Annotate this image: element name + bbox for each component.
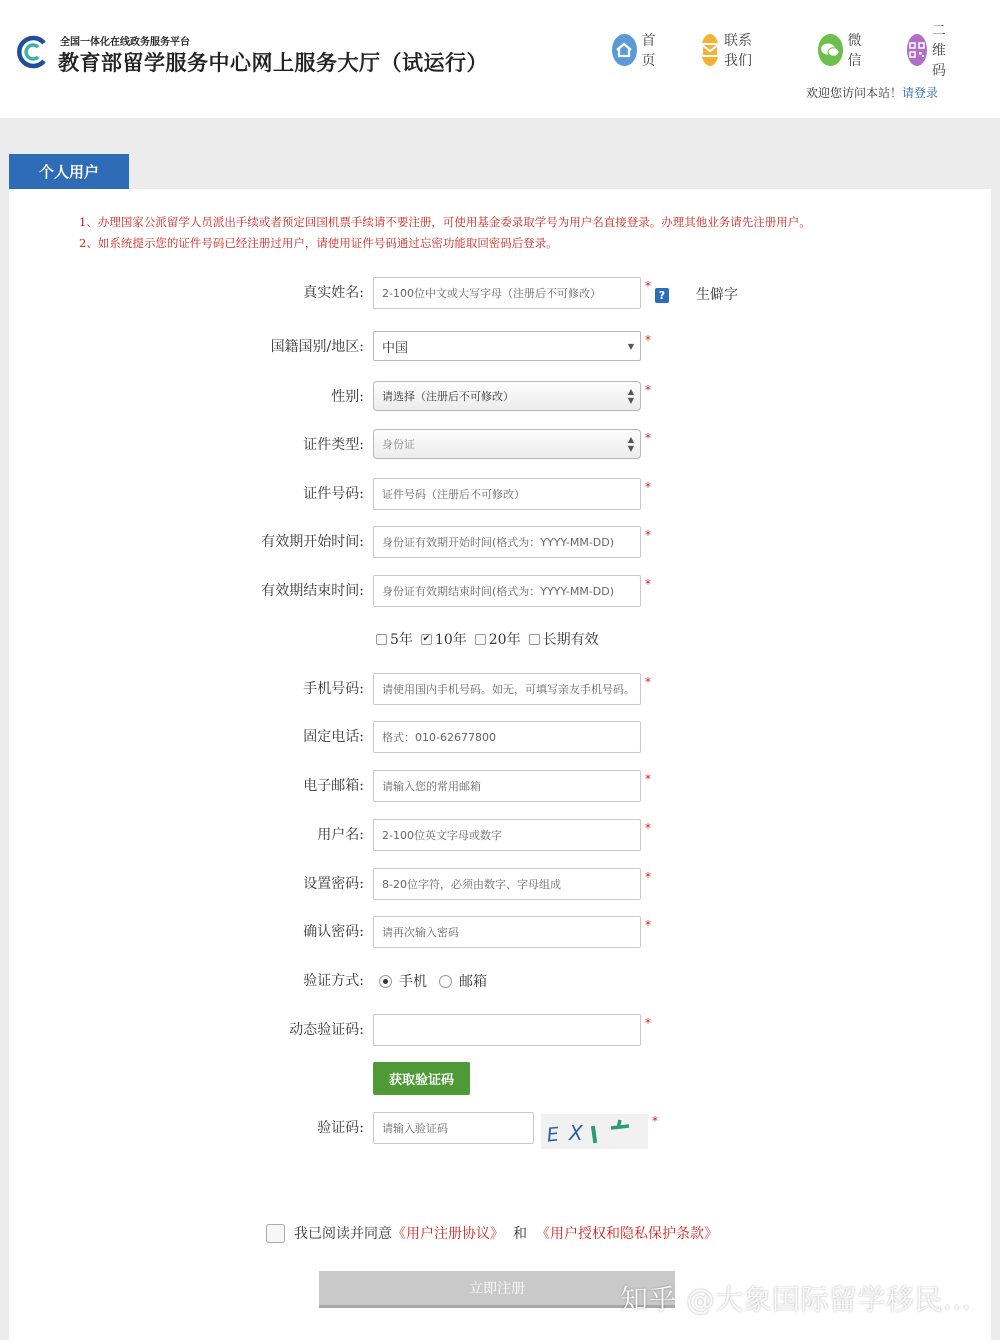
checkbox[interactable] [376, 634, 387, 645]
home-icon [612, 34, 637, 66]
gender-row [0, 381, 1000, 413]
nav-contact-label: 联系我们 [724, 33, 752, 69]
dynamic-code-input[interactable] [373, 1014, 641, 1046]
agree-prefix: 我已阅读并同意 [294, 1226, 392, 1242]
required-mark: * [645, 1016, 651, 1030]
welcome-text: 欢迎您访问本站！ [806, 86, 903, 100]
landline-input[interactable] [373, 721, 641, 753]
nav-wechat[interactable] [818, 33, 869, 69]
required-mark: * [645, 870, 651, 884]
valid-start-row [0, 526, 1000, 558]
updown-arrow-icon: ▲ ▼ [627, 387, 634, 405]
confirm-password-row [0, 916, 1000, 948]
welcome-bar [806, 84, 938, 101]
required-mark: * [645, 383, 651, 397]
svg-text:E: E [545, 1123, 561, 1147]
watermark: 知乎 @大象国际留学移民... [620, 1283, 972, 1316]
get-code-button[interactable]: 获取验证码 [373, 1062, 470, 1095]
tab-personal-user[interactable]: 个人用户 [9, 154, 129, 189]
nav-wechat-label: 微信 [847, 33, 862, 69]
email-row [0, 770, 1000, 802]
nationality-select[interactable] [373, 331, 641, 361]
radio[interactable] [439, 975, 452, 988]
dynamic-code-label: 动态验证码: [289, 1022, 364, 1038]
nationality-value: 中国 [382, 340, 409, 356]
captcha-row [0, 1112, 1000, 1147]
rare-char-button[interactable]: 生僻字 [696, 287, 738, 303]
valid-start-label: 有效期开始时间: [261, 534, 364, 550]
confirm-password-input[interactable] [373, 916, 641, 948]
svg-text:X: X [569, 1121, 583, 1145]
registration-agreement-link[interactable]: 《用户注册协议》 [392, 1226, 504, 1242]
validity-option-5y[interactable]: 5年 [376, 629, 413, 649]
required-mark: * [645, 431, 651, 445]
register-submit-button[interactable]: 立即注册 [319, 1271, 675, 1308]
nav-qrcode-label: 二维码 [931, 23, 946, 79]
validity-option-permanent[interactable]: 长期有效 [529, 629, 599, 649]
required-mark: * [652, 1114, 658, 1128]
required-mark: * [645, 577, 651, 591]
id-number-input[interactable] [373, 478, 641, 510]
real-name-input[interactable] [373, 277, 641, 309]
qrcode-icon [907, 34, 927, 66]
verify-method-label: 验证方式: [303, 973, 364, 989]
agree-checkbox[interactable] [266, 1224, 285, 1243]
gender-label: 性别: [331, 389, 364, 405]
required-mark: * [645, 772, 651, 786]
privacy-terms-link[interactable]: 《用户授权和隐私保护条款》 [536, 1226, 718, 1242]
verify-option-email[interactable]: 邮箱 [439, 971, 487, 991]
captcha-image[interactable] [541, 1114, 648, 1149]
gender-value: 请选择（注册后不可修改） [382, 390, 514, 403]
help-icon[interactable]: ? [655, 288, 669, 303]
email-input[interactable] [373, 770, 641, 802]
required-mark: * [645, 480, 651, 494]
chevron-down-icon: ▼ [627, 341, 634, 351]
validity-options [376, 623, 607, 655]
email-label: 电子邮箱: [303, 778, 364, 794]
captcha-input[interactable] [373, 1112, 534, 1144]
nav-contact[interactable] [701, 33, 752, 69]
password-input[interactable] [373, 868, 641, 900]
required-mark: * [645, 918, 651, 932]
verify-method-options [379, 965, 499, 997]
username-row [0, 819, 1000, 851]
verify-option-mobile[interactable]: 手机 [379, 971, 427, 991]
nav-home-label: 首页 [641, 33, 656, 69]
validity-options-row [0, 623, 1000, 655]
agree-and: 和 [513, 1226, 527, 1242]
landline-label: 固定电话: [303, 729, 364, 745]
id-number-row [0, 478, 1000, 510]
site-title: 教育部留学服务中心网上服务大厅（试运行） [58, 51, 488, 75]
required-mark: * [645, 333, 651, 347]
password-label: 设置密码: [303, 876, 364, 892]
platform-subtitle: 全国一体化在线政务服务平台 [60, 37, 190, 48]
confirm-password-label: 确认密码: [303, 924, 364, 940]
notice-line-1: 1、办理国家公派留学人员派出手续或者预定回国机票手续请不要注册，可使用基金委录取学号为用户名直接登录。办理其他业务请先注册用户。 [79, 215, 811, 229]
radio-selected[interactable] [379, 975, 392, 988]
agreement-row [266, 1222, 718, 1244]
id-type-label: 证件类型: [303, 437, 364, 453]
dynamic-code-row [0, 1014, 1000, 1046]
username-label: 用户名: [317, 827, 364, 843]
real-name-label: 真实姓名: [303, 285, 364, 301]
gender-select[interactable] [373, 381, 641, 411]
nationality-label: 国籍国别/地区: [270, 339, 364, 355]
id-number-label: 证件号码: [303, 486, 364, 502]
nav-qrcode[interactable] [907, 23, 958, 79]
checkbox[interactable] [475, 634, 486, 645]
site-logo-icon[interactable] [14, 34, 50, 70]
valid-start-input[interactable] [373, 526, 641, 558]
required-mark: * [645, 528, 651, 542]
updown-arrow-icon: ▲ ▼ [627, 435, 634, 453]
nav-home[interactable] [612, 33, 663, 69]
username-input[interactable] [373, 819, 641, 851]
checkbox[interactable] [529, 634, 540, 645]
id-type-row [0, 429, 1000, 461]
captcha-label: 验证码: [317, 1120, 364, 1136]
password-row [0, 868, 1000, 900]
mobile-label: 手机号码: [303, 681, 364, 697]
valid-end-row [0, 575, 1000, 607]
checkbox-checked[interactable]: ✔ [422, 634, 431, 644]
validity-option-10y[interactable]: ✔ 10年 [422, 632, 467, 648]
login-link[interactable]: 请登录 [902, 86, 939, 100]
mobile-row [0, 673, 1000, 705]
verify-method-row [0, 965, 1000, 997]
valid-end-input[interactable] [373, 575, 641, 607]
validity-option-20y[interactable]: 20年 [475, 629, 521, 649]
site-header [0, 0, 1000, 118]
real-name-row [0, 277, 1000, 309]
nationality-row [0, 331, 1000, 363]
id-type-select[interactable] [373, 429, 641, 459]
id-type-value: 身份证 [382, 438, 415, 451]
mobile-input[interactable] [373, 673, 641, 705]
valid-end-label: 有效期结束时间: [261, 583, 364, 599]
landline-row [0, 721, 1000, 753]
required-mark: * [645, 279, 651, 293]
wechat-icon [818, 34, 843, 66]
notice-line-2: 2、如系统提示您的证件号码已经注册过用户，请使用证件号码通过忘密功能取回密码后登录。 [79, 236, 558, 250]
mail-icon [701, 34, 719, 66]
required-mark: * [645, 821, 651, 835]
required-mark: * [645, 675, 651, 689]
